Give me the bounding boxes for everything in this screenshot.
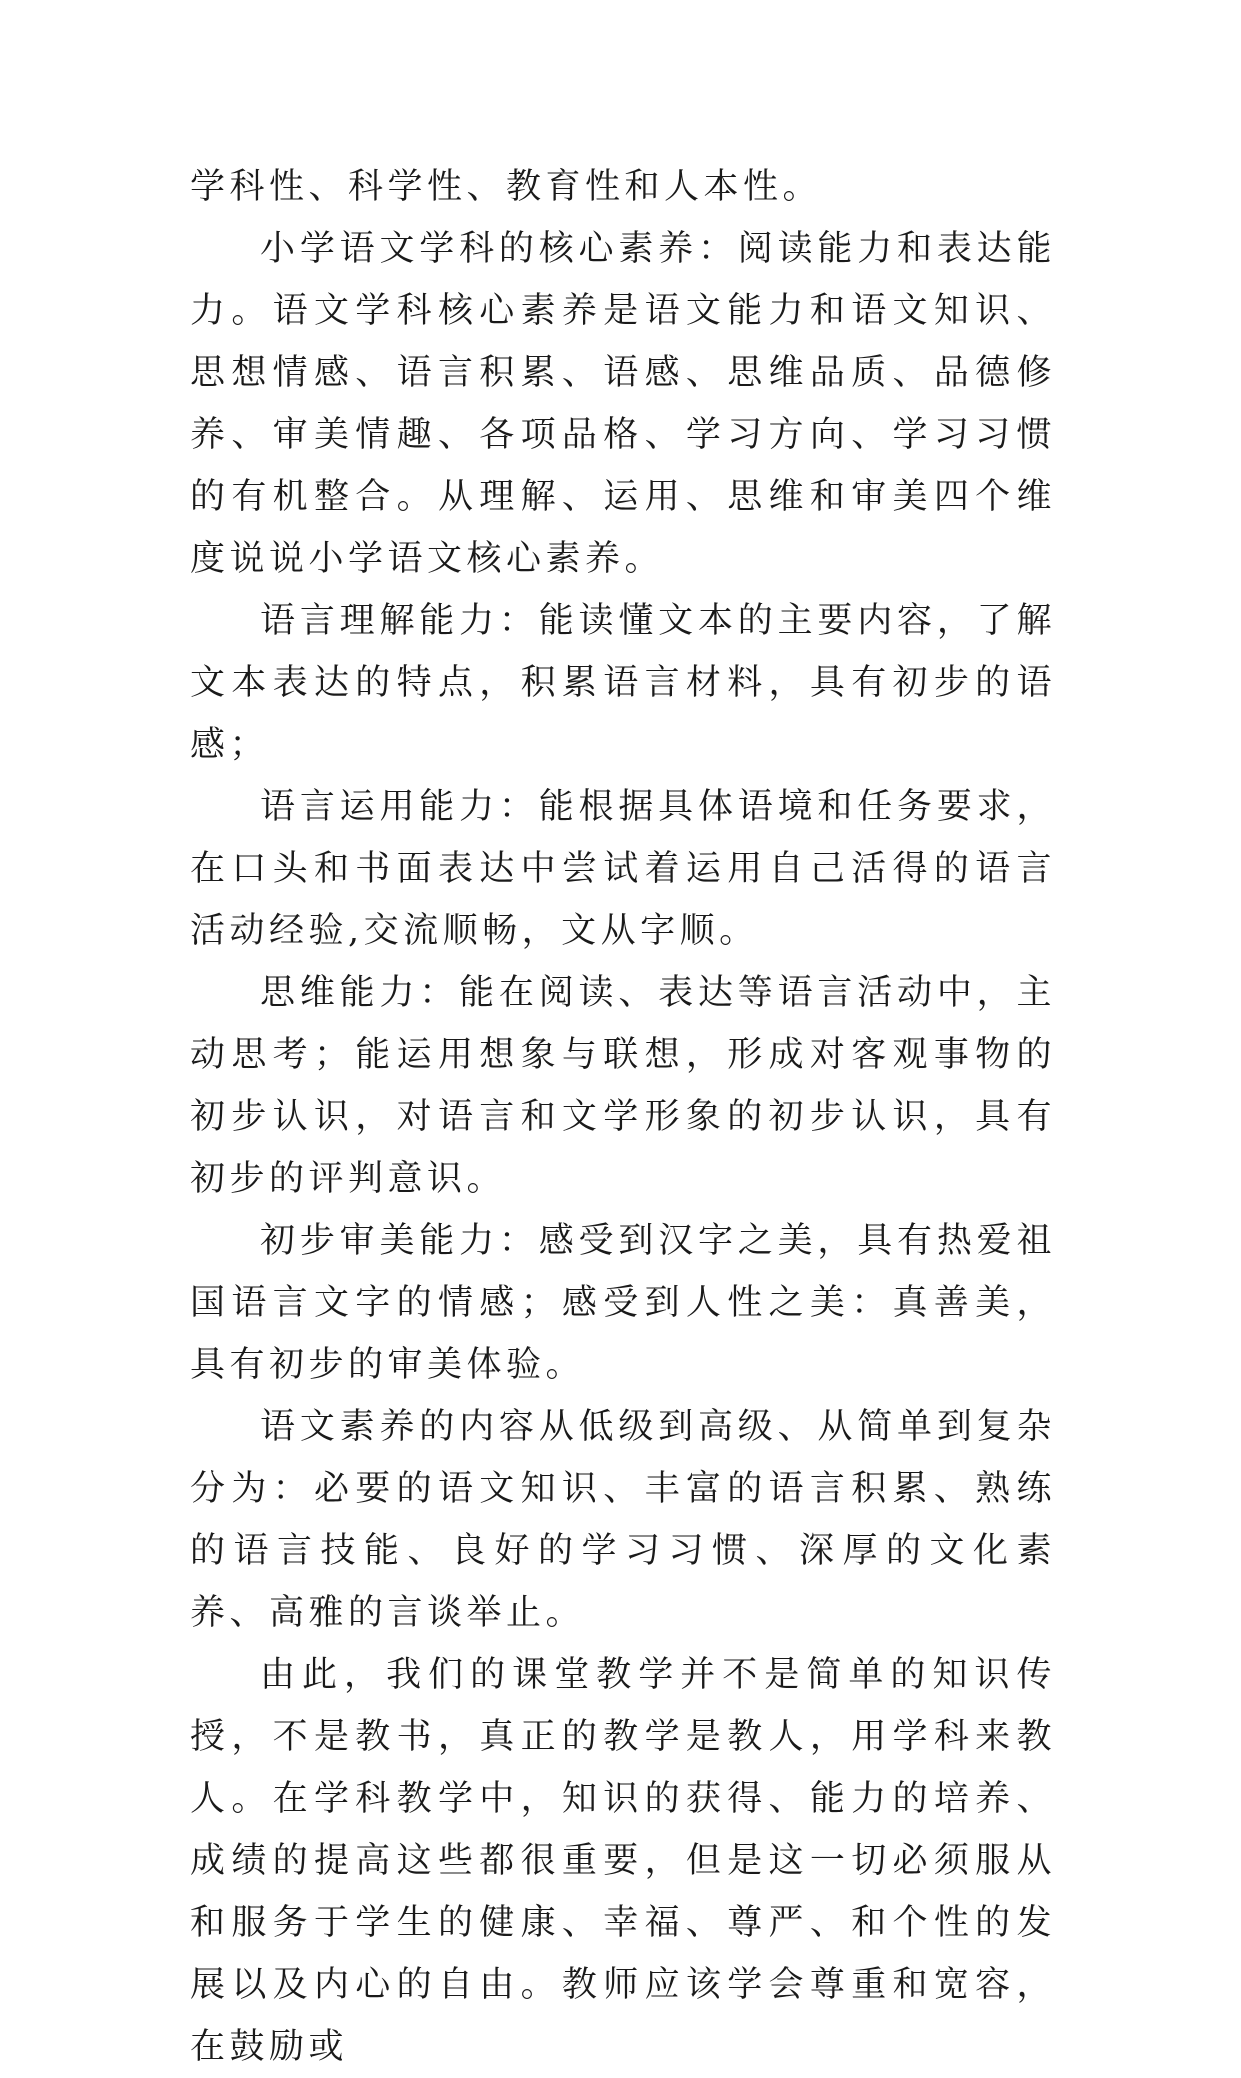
paragraph-language-comprehension: 语言理解能力：能读懂文本的主要内容，了解文本表达的特点，积累语言材料，具有初步的语感； — [190, 601, 1056, 765]
paragraph-teaching-conclusion: 由此，我们的课堂教学并不是简单的知识传授，不是教书，真正的教学是教人，用学科来教人。在学科教学中，知识的获得、能力的培养、成绩的提高这些都很重要，但是这一切必须服从和服务于学生的健康、幸福、尊严、和个性的发展以及内心的自由。教师应该学会尊重和宽容，在鼓励或 — [190, 1655, 1056, 2067]
paragraph-aesthetic-ability: 初步审美能力：感受到汉字之美，具有热爱祖国语言文字的情感；感受到人性之美：真善美，具有初步的审美体验。 — [190, 1221, 1056, 1385]
paragraph-core-literacy: 小学语文学科的核心素养：阅读能力和表达能力。语文学科核心素养是语文能力和语文知识、思想情感、语言积累、语感、思维品质、品德修养、审美情趣、各项品格、学习方向、学习习惯的有机整合。从理解、运用、思维和审美四个维度说说小学语文核心素养。 — [190, 229, 1056, 579]
paragraph-thinking-ability: 思维能力：能在阅读、表达等语言活动中，主动思考；能运用想象与联想，形成对客观事物的初步认识，对语言和文学形象的初步认识，具有初步的评判意识。 — [190, 973, 1056, 1199]
paragraph-language-use: 语言运用能力：能根据具体语境和任务要求，在口头和书面表达中尝试着运用自己活得的语言活动经验,交流顺畅，文从字顺。 — [190, 787, 1056, 951]
document-body — [190, 156, 1056, 2078]
paragraph-literacy-levels: 语文素养的内容从低级到高级、从简单到复杂分为：必要的语文知识、丰富的语言积累、熟练的语言技能、良好的学习习惯、深厚的文化素养、高雅的言谈举止。 — [190, 1407, 1056, 1633]
paragraph-continuation: 学科性、科学性、教育性和人本性。 — [190, 167, 823, 207]
